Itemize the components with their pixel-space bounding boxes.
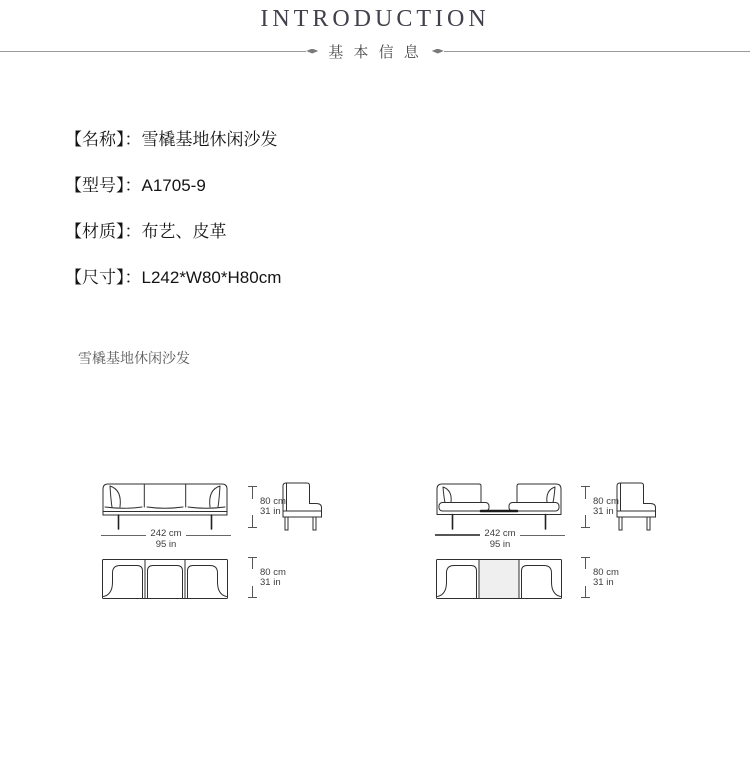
dimension-line-right [186, 535, 231, 536]
height-in-label: 31 in [260, 576, 281, 588]
width-dimension-sofa-table [435, 529, 565, 550]
detail-label: 【材质】 [65, 222, 125, 241]
detail-separator: ： [124, 268, 142, 287]
middle-table-fill [480, 560, 519, 598]
sofa-top-outline [103, 560, 228, 599]
sofa-legs [119, 515, 212, 529]
detail-label: 【尺寸】 [65, 268, 125, 287]
detail-separator: ： [124, 130, 142, 149]
sofa-side-outline [617, 483, 656, 530]
detail-value: A1705-9 [141, 176, 206, 195]
sofa-side-view-drawing [279, 480, 325, 532]
detail-label: 【名称】 [65, 130, 125, 149]
width-in-label: 95 in [155, 539, 177, 550]
width-dimension-sofa [101, 529, 231, 550]
dimension-line [581, 557, 590, 598]
width-in-label: 95 in [489, 539, 511, 550]
width-cm-label: 242 cm [484, 528, 516, 539]
height-in-label: 31 in [593, 506, 614, 517]
height-in-label: 31 in [593, 576, 614, 588]
detail-label: 【型号】 [65, 176, 125, 195]
height-cm-label: 80 cm [593, 566, 619, 578]
sofa-top-view-drawing [101, 558, 229, 600]
dimension-line-right [520, 535, 565, 536]
height-dimension-sofa-table-top [581, 557, 619, 598]
width-cm-label: 242 cm [150, 528, 182, 539]
sofa-side-view-drawing [613, 480, 659, 532]
detail-separator: ： [124, 176, 142, 195]
height-in-label: 31 in [260, 506, 281, 517]
sofa-front-outline [103, 484, 227, 515]
height-cm-label: 80 cm [260, 496, 286, 507]
height-cm-label: 80 cm [593, 496, 619, 507]
height-dimension-sofa-top [248, 557, 286, 598]
height-cm-label: 80 cm [260, 566, 286, 578]
sofa-table-top-view-drawing [435, 558, 563, 600]
product-caption: 雪橇基地休闲沙发 [78, 350, 190, 366]
dimension-line-left [435, 534, 480, 536]
detail-value: L242*W80*H80cm [141, 268, 282, 287]
detail-separator: ： [124, 222, 142, 241]
sofa-side-outline [283, 483, 322, 530]
page-title: INTRODUCTION [260, 6, 490, 32]
dimension-line [581, 486, 590, 528]
detail-value: 雪橇基地休闲沙发 [141, 130, 278, 149]
section-subtitle: 基 本 信 息 [328, 43, 422, 61]
dimension-line [248, 486, 257, 528]
detail-value: 布艺、皮革 [141, 222, 227, 241]
sofa-table-front-view-drawing [435, 481, 563, 531]
dimension-line-left [101, 535, 146, 536]
sofa-legs [453, 515, 546, 530]
dimension-line [248, 557, 257, 598]
sofa-front-view-drawing [101, 481, 229, 531]
